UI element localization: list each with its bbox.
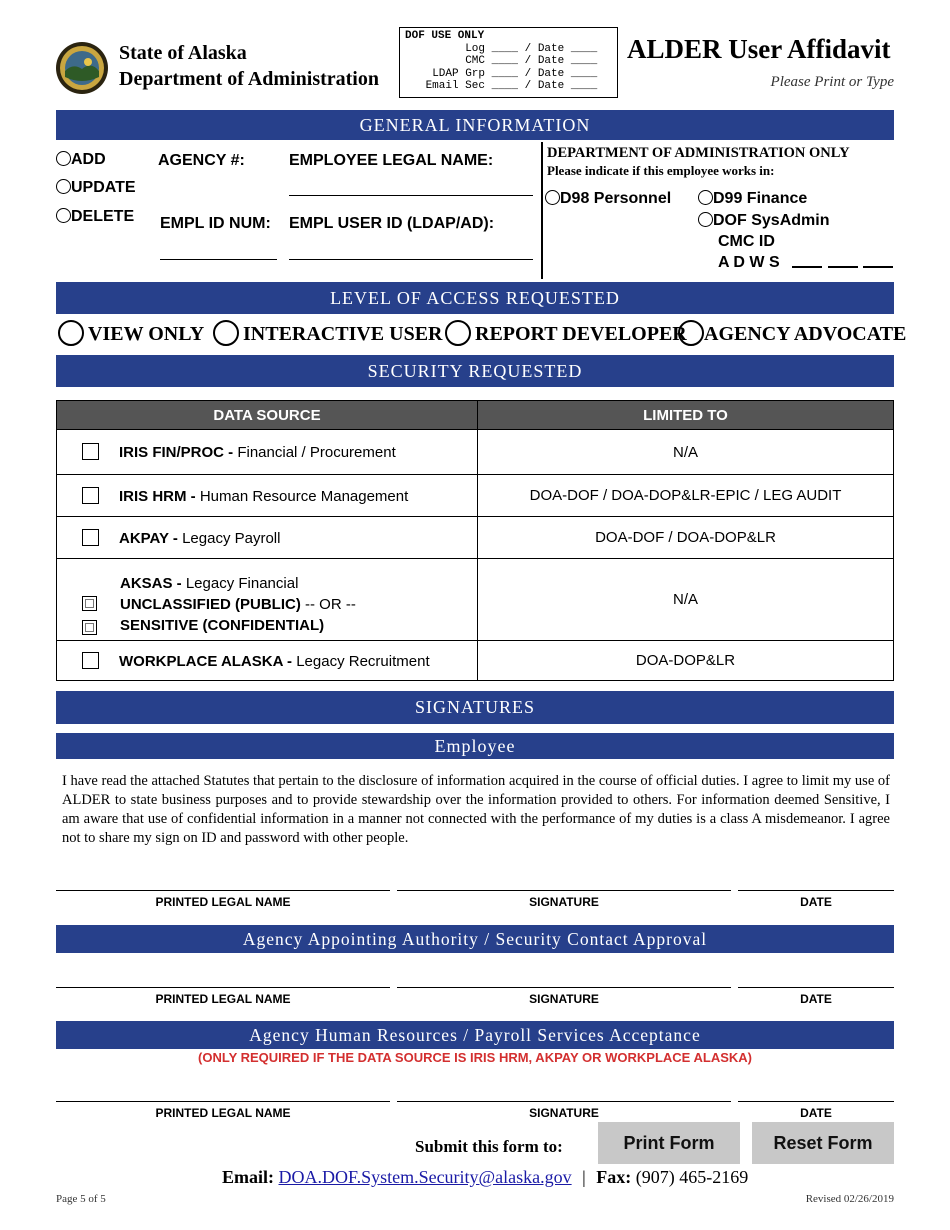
iris-fin-checkbox[interactable] (82, 443, 99, 460)
dof-use-only-box (399, 27, 618, 98)
table-row (57, 559, 894, 641)
d98-option[interactable]: D98 Personnel (545, 190, 671, 208)
print-form-button[interactable]: Print Form (598, 1122, 740, 1164)
update-radio[interactable] (56, 179, 71, 194)
empl-id-label: EMPL ID NUM: (160, 215, 271, 232)
state-seal-logo (55, 41, 109, 95)
limited-to-cell: N/A (478, 559, 894, 641)
d98-radio[interactable] (545, 190, 560, 205)
page-number: Page 5 of 5 (56, 1193, 106, 1205)
limited-to-cell: DOA-DOF / DOA-DOP&LR (478, 517, 894, 559)
dof-box-row: Log ____ / Date ____ (465, 42, 598, 55)
contact-line (222, 1167, 748, 1188)
doa-only-sub: Please indicate if this employee works in: (547, 163, 775, 178)
signatures-banner: SIGNATURES (56, 691, 894, 724)
access-option-agency-advocate[interactable]: AGENCY ADVOCATE (678, 320, 906, 346)
data-source-cell: AKSAS - Legacy Financial UNCLASSIFIED (PUBLIC) -- OR -- SENSITIVE (CONFIDENTIAL) (57, 559, 478, 641)
action-update[interactable]: UPDATE (56, 179, 136, 197)
org-line2: Department of Administration (119, 68, 379, 90)
adws-field-2[interactable] (828, 266, 858, 268)
dof-box-row: LDAP Grp ____ / Date ____ (432, 67, 598, 80)
fax-label: Fax: (596, 1167, 632, 1187)
printed-name-label: PRINTED LEGAL NAME (155, 895, 291, 909)
revised-date: Revised 02/26/2019 (805, 1193, 894, 1205)
table-row (57, 475, 894, 517)
access-option-interactive-user[interactable]: INTERACTIVE USER (213, 320, 443, 346)
add-radio[interactable] (56, 151, 71, 166)
limited-to-cell: N/A (478, 430, 894, 475)
date-label: DATE (800, 1106, 832, 1120)
agency-date-line[interactable] (738, 987, 894, 988)
security-table (56, 400, 894, 681)
adws-field-1[interactable] (792, 266, 822, 268)
table-row (57, 430, 894, 475)
employee-name-field[interactable] (289, 195, 533, 196)
data-source-cell: AKPAY - Legacy Payroll (57, 517, 478, 559)
aksas-sensitive-checkbox[interactable] (82, 620, 97, 635)
agency-printed-name-line[interactable] (56, 987, 390, 988)
email-label: Email: (222, 1167, 274, 1187)
signature-label: SIGNATURE (529, 1106, 599, 1120)
iris-hrm-checkbox[interactable] (82, 487, 99, 504)
table-row (57, 641, 894, 681)
employee-printed-name-line[interactable] (56, 890, 390, 891)
doa-divider (541, 142, 543, 279)
agency-label: AGENCY #: (158, 152, 245, 169)
report-developer-radio[interactable] (445, 320, 471, 346)
dof-sysadmin-option[interactable]: DOF SysAdmin (698, 212, 829, 230)
hr-date-line[interactable] (738, 1101, 894, 1102)
view-only-radio[interactable] (58, 320, 84, 346)
employee-banner: Employee (56, 733, 894, 759)
action-add[interactable]: ADD (56, 151, 106, 169)
form-title: ALDER User Affidavit (627, 34, 891, 64)
limited-to-cell: DOA-DOF / DOA-DOP&LR-EPIC / LEG AUDIT (478, 475, 894, 517)
adws-label: A D W S (718, 254, 780, 271)
data-source-cell: WORKPLACE ALASKA - Legacy Recruitment (57, 641, 478, 681)
submit-label: Submit this form to: (415, 1137, 563, 1156)
signature-label: SIGNATURE (529, 895, 599, 909)
dof-box-row: CMC ____ / Date ____ (465, 55, 598, 67)
delete-radio[interactable] (56, 208, 71, 223)
security-requested-banner: SECURITY REQUESTED (56, 355, 894, 387)
employee-date-line[interactable] (738, 890, 894, 891)
dof-box-row: Email Sec ____ / Date ____ (425, 80, 598, 92)
hr-printed-name-line[interactable] (56, 1101, 390, 1102)
limited-to-cell: DOA-DOP&LR (478, 641, 894, 681)
hr-signature-line[interactable] (397, 1101, 731, 1102)
d99-option[interactable]: D99 Finance (698, 190, 807, 208)
printed-name-label: PRINTED LEGAL NAME (155, 992, 291, 1006)
reset-form-button[interactable]: Reset Form (752, 1122, 894, 1164)
fax-number: (907) 465-2169 (635, 1167, 749, 1187)
agency-signature-line[interactable] (397, 987, 731, 988)
printed-name-label: PRINTED LEGAL NAME (155, 1106, 291, 1120)
data-source-header: DATA SOURCE (57, 401, 478, 430)
email-link[interactable]: DOA.DOF.System.Security@alaska.gov (278, 1167, 572, 1187)
interactive-user-radio[interactable] (213, 320, 239, 346)
hr-note: (ONLY REQUIRED IF THE DATA SOURCE IS IRIS HRM, AKPAY OR WORKPLACE ALASKA) (198, 1050, 752, 1065)
dof-box-title: DOF USE ONLY (405, 30, 485, 42)
limited-to-header: LIMITED TO (478, 401, 894, 430)
access-level-banner: LEVEL OF ACCESS REQUESTED (56, 282, 894, 314)
empl-id-field[interactable] (160, 259, 277, 260)
access-option-view-only[interactable]: VIEW ONLY (58, 320, 204, 346)
agency-advocate-radio[interactable] (678, 320, 704, 346)
signature-label: SIGNATURE (529, 992, 599, 1006)
doa-only-title: DEPARTMENT OF ADMINISTRATION ONLY (547, 145, 850, 161)
access-option-report-developer[interactable]: REPORT DEVELOPER (445, 320, 687, 346)
contact-divider: | (582, 1167, 586, 1187)
form-subtitle: Please Print or Type (770, 74, 894, 90)
org-line1: State of Alaska (119, 42, 247, 64)
action-delete[interactable]: DELETE (56, 208, 134, 226)
agency-approval-banner: Agency Appointing Authority / Security Contact Approval (56, 925, 894, 953)
akpay-checkbox[interactable] (82, 529, 99, 546)
d99-radio[interactable] (698, 190, 713, 205)
date-label: DATE (800, 992, 832, 1006)
date-label: DATE (800, 895, 832, 909)
empl-user-id-field[interactable] (289, 259, 533, 260)
hr-acceptance-banner: Agency Human Resources / Payroll Services Acceptance (56, 1021, 894, 1049)
data-source-cell: IRIS FIN/PROC - Financial / Procurement (57, 430, 478, 475)
general-information-banner: GENERAL INFORMATION (56, 110, 894, 140)
table-row (57, 517, 894, 559)
workplace-alaska-checkbox[interactable] (82, 652, 99, 669)
empl-user-id-label: EMPL USER ID (LDAP/AD): (289, 215, 495, 232)
aksas-unclassified-checkbox[interactable] (82, 596, 97, 611)
employee-statement: I have read the attached Statutes that pertain to the disclosure of information acquired in the course of official duties. I agree to limit my use of ALDER to state business purposes and to provide stewardship over the information provided to others. For information deemed Sensitive, I am aware that use of confidential information in a manner not connected with the performance of my duties is a class A misdemeanor. I agree not to share my sign on ID and password with other people. (62, 773, 890, 846)
employee-name-label: EMPLOYEE LEGAL NAME: (289, 152, 494, 169)
data-source-cell: IRIS HRM - Human Resource Management (57, 475, 478, 517)
adws-field-3[interactable] (863, 266, 893, 268)
employee-signature-line[interactable] (397, 890, 731, 891)
dof-sysadmin-radio[interactable] (698, 212, 713, 227)
cmc-id-label: CMC ID (718, 233, 775, 250)
